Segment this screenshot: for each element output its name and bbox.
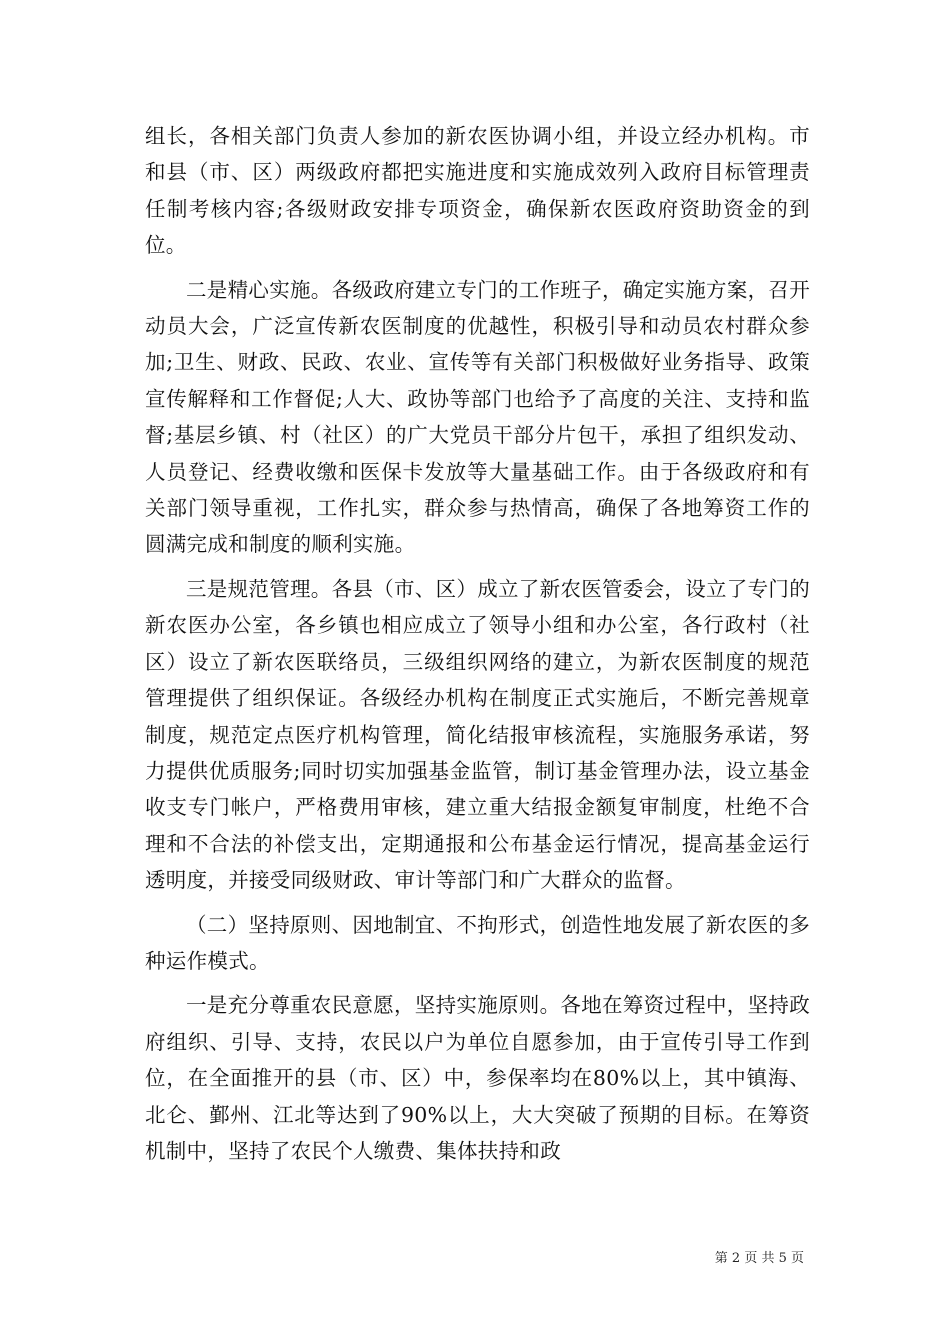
page-number-label: 第 2 页 共 5 页 <box>714 1251 804 1266</box>
paragraph-continuation: 组长，各相关部门负责人参加的新农医协调小组，并设立经办机构。市和县（市、区）两级政府都把实施进度和实施成效列入政府目标管理责任制考核内容;各级财政安排专项资金，确保新农医政府资助资金的到位。 <box>145 124 810 258</box>
paragraph-respect-farmers: 一是充分尊重农民意愿，坚持实施原则。各地在筹资过程中，坚持政府组织、引导、支持，农民以户为单位自愿参加，由于宣传引导工作到位，在全面推开的县（市、区）中，参保率均在80%以上，其中镇海、北仑、鄞州、江北等达到了90%以上，大大突破了预期的目标。在筹资机制中，坚持了农民个人缴费、集体扶持和政 <box>145 993 810 1163</box>
paragraph-standardized-management: 三是规范管理。各县（市、区）成立了新农医管委会，设立了专门的新农医办公室，各乡镇也相应成立了领导小组和办公室，各行政村（社区）设立了新农医联络员，三级组织网络的建立，为新农医制度的规范管理提供了组织保证。各级经办机构在制度正式实施后，不断完善规章制度，规范定点医疗机构管理，简化结报审核流程，实施服务承诺，努力提供优质服务;同时切实加强基金监管，制订基金管理办法，设立基金收支专门帐户，严格费用审核，建立重大结报金额复审制度，杜绝不合理和不合法的补偿支出，定期通报和公布基金运行情况，提高基金运行透明度，并接受同级财政、审计等部门和广大群众的监督。 <box>145 576 810 893</box>
paragraph-careful-implementation: 二是精心实施。各级政府建立专门的工作班子，确定实施方案，召开动员大会，广泛宣传新农医制度的优越性，积极引导和动员农村群众参加;卫生、财政、民政、农业、宣传等有关部门积极做好业务指导、政策宣传解释和工作督促;人大、政协等部门也给予了高度的关注、支持和监督;基层乡镇、村（社区）的广大党员干部分片包干，承担了组织发动、人员登记、经费收缴和医保卡发放等大量基础工作。由于各级政府和有关部门领导重视，工作扎实，群众参与热情高，确保了各地筹资工作的圆满完成和制度的顺利实施。 <box>145 277 810 557</box>
document-body <box>145 118 810 1177</box>
section-heading-two: （二）坚持原则、因地制宜、不拘形式，创造性地发展了新农医的多种运作模式。 <box>145 912 810 973</box>
page-number-footer <box>715 1250 804 1268</box>
